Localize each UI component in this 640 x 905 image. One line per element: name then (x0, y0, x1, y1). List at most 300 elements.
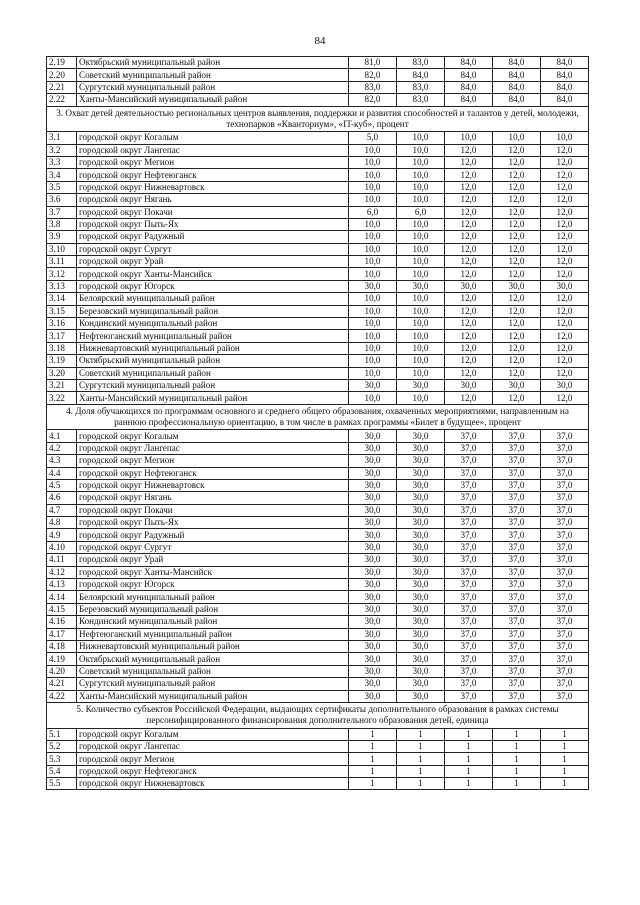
value-cell: 37,0 (445, 616, 493, 628)
value-cell: 12,0 (493, 268, 541, 280)
value-cell: 12,0 (541, 355, 589, 367)
table-row (47, 728, 589, 740)
value-cell: 37,0 (445, 504, 493, 516)
value-cell: 84,0 (445, 81, 493, 93)
row-number: 3.5 (47, 181, 77, 193)
value-cell: 37,0 (541, 628, 589, 640)
value-cell: 12,0 (493, 181, 541, 193)
value-cell: 12,0 (541, 169, 589, 181)
value-cell: 84,0 (493, 57, 541, 69)
value-cell: 10,0 (397, 231, 445, 243)
value-cell: 12,0 (445, 169, 493, 181)
row-number: 3.12 (47, 268, 77, 280)
row-number: 3.15 (47, 305, 77, 317)
territory-name: Нефтеюганский муниципальный район (77, 330, 349, 342)
value-cell: 37,0 (493, 442, 541, 454)
value-cell: 30,0 (397, 566, 445, 578)
value-cell: 37,0 (493, 504, 541, 516)
value-cell: 37,0 (541, 665, 589, 677)
row-number: 5.1 (47, 728, 77, 740)
value-cell: 30,0 (397, 554, 445, 566)
value-cell: 37,0 (445, 529, 493, 541)
table-row (47, 305, 589, 317)
value-cell: 37,0 (445, 566, 493, 578)
territory-name: городской округ Ханты-Мансийск (77, 566, 349, 578)
territory-name: Кондинский муниципальный район (77, 318, 349, 330)
table-row (47, 81, 589, 93)
value-cell: 37,0 (445, 430, 493, 442)
value-cell: 12,0 (445, 144, 493, 156)
row-number: 3.22 (47, 392, 77, 404)
value-cell: 37,0 (541, 554, 589, 566)
value-cell: 37,0 (493, 492, 541, 504)
value-cell: 10,0 (397, 132, 445, 144)
value-cell: 30,0 (397, 541, 445, 553)
value-cell: 10,0 (397, 243, 445, 255)
territory-name: городской округ Лангепас (77, 442, 349, 454)
value-cell: 10,0 (349, 392, 397, 404)
value-cell: 10,0 (397, 355, 445, 367)
value-cell: 37,0 (445, 603, 493, 615)
row-number: 4.13 (47, 579, 77, 591)
table-row (47, 243, 589, 255)
value-cell: 37,0 (493, 591, 541, 603)
section-4-title: 4. Доля обучающихся по программам основного и среднего общего образования, охваченных мероприятиями, направленным на раннюю профессиональную ориентацию, в том числе в рамках программы «Билет в будущее», процент (47, 404, 589, 430)
territory-name: Октябрьский муниципальный район (77, 653, 349, 665)
row-number: 3.20 (47, 367, 77, 379)
value-cell: 30,0 (349, 616, 397, 628)
value-cell: 37,0 (493, 529, 541, 541)
row-number: 4.5 (47, 479, 77, 491)
value-cell: 12,0 (541, 318, 589, 330)
table-row (47, 367, 589, 379)
territory-name: Сургутский муниципальный район (77, 678, 349, 690)
value-cell: 10,0 (397, 181, 445, 193)
territory-name: городской округ Нефтеюганск (77, 467, 349, 479)
value-cell: 37,0 (445, 628, 493, 640)
value-cell: 30,0 (349, 603, 397, 615)
table-row (47, 293, 589, 305)
value-cell: 30,0 (397, 678, 445, 690)
table-row (47, 57, 589, 69)
row-number: 3.18 (47, 342, 77, 354)
table-row (47, 492, 589, 504)
row-number: 4.10 (47, 541, 77, 553)
value-cell: 12,0 (541, 256, 589, 268)
table-row (47, 181, 589, 193)
value-cell: 82,0 (349, 94, 397, 106)
value-cell: 30,0 (397, 517, 445, 529)
value-cell: 10,0 (397, 256, 445, 268)
value-cell: 12,0 (541, 231, 589, 243)
value-cell: 37,0 (541, 492, 589, 504)
value-cell: 1 (445, 753, 493, 765)
table-row (47, 690, 589, 702)
territory-name: городской округ Лангепас (77, 740, 349, 752)
value-cell: 5,0 (349, 132, 397, 144)
value-cell: 12,0 (493, 144, 541, 156)
value-cell: 30,0 (397, 455, 445, 467)
value-cell: 30,0 (349, 665, 397, 677)
value-cell: 30,0 (397, 479, 445, 491)
value-cell: 30,0 (541, 280, 589, 292)
row-number: 3.19 (47, 355, 77, 367)
row-number: 4.2 (47, 442, 77, 454)
territory-name: Советский муниципальный район (77, 69, 349, 81)
value-cell: 37,0 (445, 665, 493, 677)
value-cell: 30,0 (349, 653, 397, 665)
table-row (47, 194, 589, 206)
territory-name: Березовский муниципальный район (77, 603, 349, 615)
value-cell: 37,0 (493, 479, 541, 491)
row-number: 4.7 (47, 504, 77, 516)
row-number: 3.21 (47, 379, 77, 391)
value-cell: 10,0 (397, 144, 445, 156)
row-number: 4.8 (47, 517, 77, 529)
row-number: 4.15 (47, 603, 77, 615)
table-row (47, 467, 589, 479)
value-cell: 12,0 (445, 318, 493, 330)
value-cell: 12,0 (445, 256, 493, 268)
territory-name: Белоярский муниципальный район (77, 591, 349, 603)
value-cell: 37,0 (493, 616, 541, 628)
value-cell: 1 (493, 765, 541, 777)
value-cell: 30,0 (397, 616, 445, 628)
territory-name: Советский муниципальный район (77, 665, 349, 677)
value-cell: 1 (397, 728, 445, 740)
value-cell: 10,0 (349, 293, 397, 305)
value-cell: 12,0 (493, 156, 541, 168)
value-cell: 37,0 (493, 640, 541, 652)
value-cell: 83,0 (349, 81, 397, 93)
rows-section-3 (47, 132, 589, 405)
value-cell: 10,0 (397, 293, 445, 305)
territory-name: городской округ Пыть-Ях (77, 218, 349, 230)
territory-name: городской округ Пыть-Ях (77, 517, 349, 529)
value-cell: 10,0 (493, 132, 541, 144)
value-cell: 30,0 (349, 690, 397, 702)
value-cell: 1 (445, 740, 493, 752)
territory-name: городской округ Нягань (77, 492, 349, 504)
value-cell: 1 (445, 765, 493, 777)
value-cell: 37,0 (493, 554, 541, 566)
value-cell: 12,0 (445, 367, 493, 379)
row-number: 4.3 (47, 455, 77, 467)
value-cell: 12,0 (493, 318, 541, 330)
value-cell: 10,0 (349, 144, 397, 156)
value-cell: 37,0 (445, 467, 493, 479)
value-cell: 30,0 (397, 442, 445, 454)
value-cell: 37,0 (445, 479, 493, 491)
territory-name: городской округ Нефтеюганск (77, 169, 349, 181)
territory-name: городской округ Мегион (77, 455, 349, 467)
row-number: 3.2 (47, 144, 77, 156)
territory-name: городской округ Покачи (77, 206, 349, 218)
table-row (47, 628, 589, 640)
table-row (47, 740, 589, 752)
value-cell: 30,0 (397, 467, 445, 479)
value-cell: 37,0 (541, 479, 589, 491)
table-row (47, 318, 589, 330)
value-cell: 84,0 (397, 69, 445, 81)
table-row (47, 231, 589, 243)
value-cell: 30,0 (397, 665, 445, 677)
value-cell: 84,0 (541, 94, 589, 106)
value-cell: 12,0 (541, 342, 589, 354)
value-cell: 12,0 (541, 206, 589, 218)
value-cell: 81,0 (349, 57, 397, 69)
table-row (47, 678, 589, 690)
value-cell: 6,0 (397, 206, 445, 218)
value-cell: 1 (445, 778, 493, 790)
table-row (47, 455, 589, 467)
territory-name: городской округ Югорск (77, 579, 349, 591)
territory-name: Нижневартовский муниципальный район (77, 640, 349, 652)
value-cell: 10,0 (349, 268, 397, 280)
value-cell: 30,0 (397, 690, 445, 702)
value-cell: 37,0 (445, 442, 493, 454)
value-cell: 30,0 (349, 566, 397, 578)
value-cell: 30,0 (397, 579, 445, 591)
table-row (47, 517, 589, 529)
value-cell: 10,0 (349, 330, 397, 342)
territory-name: Ханты-Мансийский муниципальный район (77, 392, 349, 404)
table-row (47, 640, 589, 652)
value-cell: 30,0 (349, 529, 397, 541)
value-cell: 10,0 (349, 318, 397, 330)
value-cell: 12,0 (541, 268, 589, 280)
value-cell: 30,0 (397, 591, 445, 603)
section-3-title: 3. Охват детей деятельностью региональных центров выявления, поддержки и развития способностей и талантов у детей, молодежи, технопарков «Кванториум», «IT-куб», процент (47, 106, 589, 132)
row-number: 3.10 (47, 243, 77, 255)
value-cell: 30,0 (541, 379, 589, 391)
row-number: 2.22 (47, 94, 77, 106)
territory-name: Кондинский муниципальный район (77, 616, 349, 628)
value-cell: 10,0 (397, 330, 445, 342)
value-cell: 30,0 (445, 280, 493, 292)
value-cell: 12,0 (493, 194, 541, 206)
value-cell: 84,0 (445, 57, 493, 69)
value-cell: 1 (349, 765, 397, 777)
value-cell: 37,0 (541, 541, 589, 553)
value-cell: 30,0 (349, 678, 397, 690)
value-cell: 37,0 (493, 653, 541, 665)
table-row (47, 218, 589, 230)
value-cell: 1 (541, 753, 589, 765)
value-cell: 30,0 (397, 529, 445, 541)
value-cell: 30,0 (349, 591, 397, 603)
territory-name: городской округ Мегион (77, 156, 349, 168)
value-cell: 12,0 (493, 342, 541, 354)
territory-name: городской округ Когалым (77, 430, 349, 442)
territory-name: Октябрьский муниципальный район (77, 57, 349, 69)
value-cell: 37,0 (541, 529, 589, 541)
value-cell: 12,0 (541, 243, 589, 255)
value-cell: 12,0 (541, 156, 589, 168)
value-cell: 12,0 (445, 305, 493, 317)
value-cell: 37,0 (541, 467, 589, 479)
value-cell: 37,0 (493, 690, 541, 702)
row-number: 4.22 (47, 690, 77, 702)
value-cell: 37,0 (493, 467, 541, 479)
value-cell: 37,0 (541, 678, 589, 690)
table-row (47, 653, 589, 665)
value-cell: 30,0 (349, 280, 397, 292)
value-cell: 12,0 (493, 355, 541, 367)
value-cell: 30,0 (445, 379, 493, 391)
value-cell: 37,0 (445, 653, 493, 665)
territory-name: Нефтеюганский муниципальный район (77, 628, 349, 640)
territory-name: Октябрьский муниципальный район (77, 355, 349, 367)
value-cell: 1 (397, 778, 445, 790)
value-cell: 12,0 (541, 367, 589, 379)
value-cell: 37,0 (445, 455, 493, 467)
table-row (47, 156, 589, 168)
territory-name: Нижневартовский муниципальный район (77, 342, 349, 354)
table-row (47, 94, 589, 106)
row-number: 5.3 (47, 753, 77, 765)
table-row (47, 579, 589, 591)
row-number: 4.6 (47, 492, 77, 504)
value-cell: 12,0 (493, 206, 541, 218)
value-cell: 30,0 (349, 442, 397, 454)
table-row (47, 256, 589, 268)
territory-name: Ханты-Мансийский муниципальный район (77, 94, 349, 106)
value-cell: 84,0 (541, 69, 589, 81)
table-row (47, 330, 589, 342)
value-cell: 37,0 (445, 640, 493, 652)
table-row (47, 529, 589, 541)
value-cell: 10,0 (397, 156, 445, 168)
row-number: 3.8 (47, 218, 77, 230)
table-row (47, 169, 589, 181)
section-5-title: 5. Количество субъектов Российской Федерации, выдающих сертификаты дополнительного образования в рамках системы персонифицированного финансирования дополнительного образования детей, единица (47, 702, 589, 728)
value-cell: 1 (541, 765, 589, 777)
row-number: 3.11 (47, 256, 77, 268)
value-cell: 12,0 (541, 330, 589, 342)
table-row (47, 479, 589, 491)
value-cell: 10,0 (397, 305, 445, 317)
value-cell: 30,0 (349, 628, 397, 640)
value-cell: 10,0 (349, 355, 397, 367)
row-number: 3.17 (47, 330, 77, 342)
value-cell: 10,0 (349, 181, 397, 193)
value-cell: 30,0 (349, 479, 397, 491)
table-row (47, 616, 589, 628)
row-number: 4.4 (47, 467, 77, 479)
value-cell: 37,0 (493, 628, 541, 640)
section-header-5 (47, 702, 589, 728)
value-cell: 10,0 (349, 231, 397, 243)
value-cell: 10,0 (349, 305, 397, 317)
value-cell: 37,0 (541, 579, 589, 591)
value-cell: 84,0 (445, 94, 493, 106)
value-cell: 30,0 (349, 579, 397, 591)
value-cell: 12,0 (493, 392, 541, 404)
rows-section-2 (47, 57, 589, 107)
value-cell: 30,0 (493, 379, 541, 391)
indicator-table (46, 56, 589, 790)
value-cell: 1 (349, 778, 397, 790)
value-cell: 12,0 (493, 231, 541, 243)
table-row (47, 778, 589, 790)
table-row (47, 442, 589, 454)
value-cell: 12,0 (541, 181, 589, 193)
value-cell: 1 (349, 740, 397, 752)
value-cell: 37,0 (541, 603, 589, 615)
value-cell: 12,0 (541, 305, 589, 317)
territory-name: городской округ Мегион (77, 753, 349, 765)
value-cell: 12,0 (445, 194, 493, 206)
territory-name: Белоярский муниципальный район (77, 293, 349, 305)
value-cell: 12,0 (541, 144, 589, 156)
value-cell: 12,0 (445, 293, 493, 305)
value-cell: 37,0 (541, 640, 589, 652)
value-cell: 10,0 (349, 256, 397, 268)
value-cell: 1 (397, 740, 445, 752)
row-number: 2.20 (47, 69, 77, 81)
value-cell: 30,0 (397, 379, 445, 391)
value-cell: 83,0 (397, 57, 445, 69)
row-number: 3.3 (47, 156, 77, 168)
table-row (47, 144, 589, 156)
value-cell: 30,0 (397, 504, 445, 516)
table-row (47, 591, 589, 603)
territory-name: городской округ Когалым (77, 132, 349, 144)
territory-name: Сургутский муниципальный район (77, 81, 349, 93)
value-cell: 30,0 (397, 640, 445, 652)
row-number: 4.1 (47, 430, 77, 442)
table-row (47, 753, 589, 765)
value-cell: 12,0 (445, 330, 493, 342)
value-cell: 37,0 (445, 690, 493, 702)
value-cell: 1 (493, 753, 541, 765)
value-cell: 37,0 (541, 430, 589, 442)
value-cell: 30,0 (397, 628, 445, 640)
value-cell: 12,0 (445, 342, 493, 354)
section-header-3 (47, 106, 589, 132)
row-number: 3.16 (47, 318, 77, 330)
table-row (47, 69, 589, 81)
territory-name: городской округ Ханты-Мансийск (77, 268, 349, 280)
value-cell: 12,0 (445, 156, 493, 168)
value-cell: 12,0 (445, 206, 493, 218)
row-number: 5.5 (47, 778, 77, 790)
value-cell: 1 (397, 753, 445, 765)
value-cell: 37,0 (493, 455, 541, 467)
row-number: 3.6 (47, 194, 77, 206)
row-number: 3.4 (47, 169, 77, 181)
value-cell: 37,0 (493, 603, 541, 615)
table-row (47, 554, 589, 566)
territory-name: городской округ Нижневартовск (77, 181, 349, 193)
territory-name: городской округ Радужный (77, 231, 349, 243)
value-cell: 30,0 (349, 517, 397, 529)
row-number: 4.18 (47, 640, 77, 652)
table-row (47, 342, 589, 354)
value-cell: 10,0 (397, 342, 445, 354)
value-cell: 37,0 (541, 591, 589, 603)
table-row (47, 765, 589, 777)
value-cell: 30,0 (349, 554, 397, 566)
value-cell: 37,0 (541, 566, 589, 578)
value-cell: 30,0 (349, 492, 397, 504)
value-cell: 6,0 (349, 206, 397, 218)
value-cell: 37,0 (493, 541, 541, 553)
value-cell: 1 (349, 753, 397, 765)
value-cell: 37,0 (493, 579, 541, 591)
value-cell: 12,0 (445, 218, 493, 230)
